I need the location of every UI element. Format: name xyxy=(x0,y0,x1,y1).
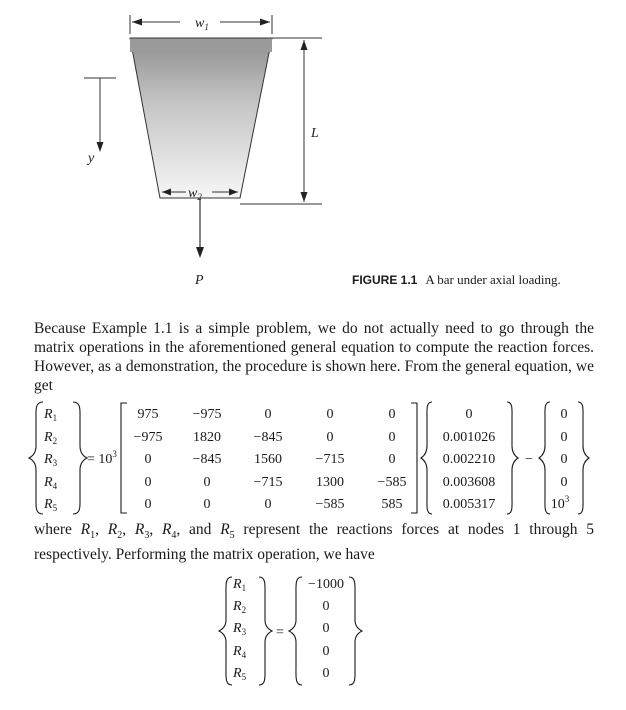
load-2: 0 xyxy=(560,430,568,445)
displacement-5: 0.005317 xyxy=(442,497,496,512)
load-vector xyxy=(551,407,570,512)
stiffness-cell-4-4: 1300 xyxy=(316,475,344,490)
bar-figure xyxy=(0,0,626,300)
disp-brace-open xyxy=(421,402,432,514)
displacement-1: 0 xyxy=(465,407,473,422)
stiffness-cell-5-2: 0 xyxy=(203,497,211,512)
disp-brace-close xyxy=(507,402,518,514)
stiffness-cell-4-5: −585 xyxy=(377,475,407,490)
stiffness-bracket-left xyxy=(121,403,127,513)
stiffness-cell-4-2: 0 xyxy=(203,475,211,490)
stiffness-cell-1-4: 0 xyxy=(326,407,334,422)
stiffness-cell-1-1: 975 xyxy=(137,407,159,422)
result-value-1: −1000 xyxy=(308,577,344,592)
displacement-3: 0.002210 xyxy=(442,452,496,467)
w2-label: $w_2$ xyxy=(188,186,202,202)
stiffness-matrix xyxy=(134,407,407,512)
stiffness-cell-3-4: −715 xyxy=(315,452,345,467)
stiffness-cell-2-3: −845 xyxy=(253,430,283,445)
stiffness-cell-1-3: 0 xyxy=(264,407,272,422)
stiffness-cell-3-5: 0 xyxy=(388,452,396,467)
left-brace-close xyxy=(73,402,87,514)
left-brace-open xyxy=(29,402,43,514)
displacement-4: 0.003608 xyxy=(442,475,496,490)
reaction-3: $R_3$ xyxy=(44,452,58,468)
stiffness-cell-2-1: −975 xyxy=(133,430,163,445)
stiffness-cell-2-2: 1820 xyxy=(193,430,221,445)
stiffness-cell-3-2: −845 xyxy=(192,452,222,467)
result-value-2: 0 xyxy=(322,599,330,614)
tapered-bar xyxy=(130,38,272,198)
result-brace-open xyxy=(219,577,232,685)
displacement-vector xyxy=(443,407,496,512)
fixed-support xyxy=(130,38,272,52)
length-label: L xyxy=(311,126,319,141)
figure-caption-label: FIGURE 1.1 xyxy=(352,273,418,287)
reaction-values xyxy=(308,577,344,681)
stiffness-bracket-right xyxy=(411,403,417,513)
load-3: 0 xyxy=(560,452,568,467)
reaction-4: $R_4$ xyxy=(44,475,58,491)
result-reaction-1: $R_1$ xyxy=(233,577,247,593)
stiffness-cell-5-1: 0 xyxy=(144,497,152,512)
stiffness-cell-1-2: −975 xyxy=(192,407,222,422)
reaction-5: $R_5$ xyxy=(44,497,58,513)
result-value-3: 0 xyxy=(322,621,330,636)
stiffness-cell-1-5: 0 xyxy=(388,407,396,422)
stiffness-cell-5-3: 0 xyxy=(264,497,272,512)
stiffness-cell-4-1: 0 xyxy=(144,475,152,490)
result-reaction-3: $R_3$ xyxy=(233,621,247,637)
reaction-vector-2 xyxy=(232,577,247,682)
equals-sign: = xyxy=(276,625,284,640)
y-axis-label: y xyxy=(88,151,95,166)
reaction-1: $R_1$ xyxy=(44,407,58,423)
load-brace-close xyxy=(578,402,589,514)
stiffness-cell-2-5: 0 xyxy=(388,430,396,445)
result-reaction-5: $R_5$ xyxy=(233,666,247,682)
reaction-2: $R_2$ xyxy=(44,430,58,446)
values-brace-open xyxy=(289,577,302,685)
result-value-4: 0 xyxy=(322,644,330,659)
figure-caption xyxy=(352,272,561,288)
stiffness-cell-5-5: 585 xyxy=(381,497,403,512)
paragraph-intro: Because Example 1.1 is a simple problem, we do not actually need to go through the matrix operations in the aforementioned general equation to compute the reaction forces. However, as a demonstration, the procedure is shown here. From the general equation, we get xyxy=(34,320,594,394)
load-5: $10^3$ xyxy=(550,494,570,512)
paragraph-reactions: where $R_1$, $R_2$, $R_3$, $R_4$, and $R_5$ represent the reactions forces at nodes 1 through 5 respectively. Performing the matrix operation, we have xyxy=(34,521,595,564)
result-value-5: 0 xyxy=(322,666,330,681)
load-label: P xyxy=(195,273,204,288)
stiffness-cell-5-4: −585 xyxy=(315,497,345,512)
stiffness-cell-2-4: 0 xyxy=(326,430,334,445)
load-1: 0 xyxy=(560,407,568,422)
minus-sign: − xyxy=(525,452,533,467)
displacement-2: 0.001026 xyxy=(442,430,496,445)
result-reaction-2: $R_2$ xyxy=(233,599,247,615)
result-brace-close xyxy=(259,577,272,685)
values-brace-close xyxy=(349,577,362,685)
stiffness-cell-3-1: 0 xyxy=(144,452,152,467)
reaction-vector-1 xyxy=(43,407,58,513)
figure-caption-text: A bar under axial loading. xyxy=(425,272,561,287)
stiffness-cell-3-3: 1560 xyxy=(254,452,282,467)
load-4: 0 xyxy=(560,475,568,490)
w1-label: $w_1$ xyxy=(195,16,209,32)
result-reaction-4: $R_4$ xyxy=(233,644,247,660)
multiplier: = $10^3$ xyxy=(87,449,117,467)
load-brace-open xyxy=(539,402,550,514)
stiffness-cell-4-3: −715 xyxy=(253,475,283,490)
